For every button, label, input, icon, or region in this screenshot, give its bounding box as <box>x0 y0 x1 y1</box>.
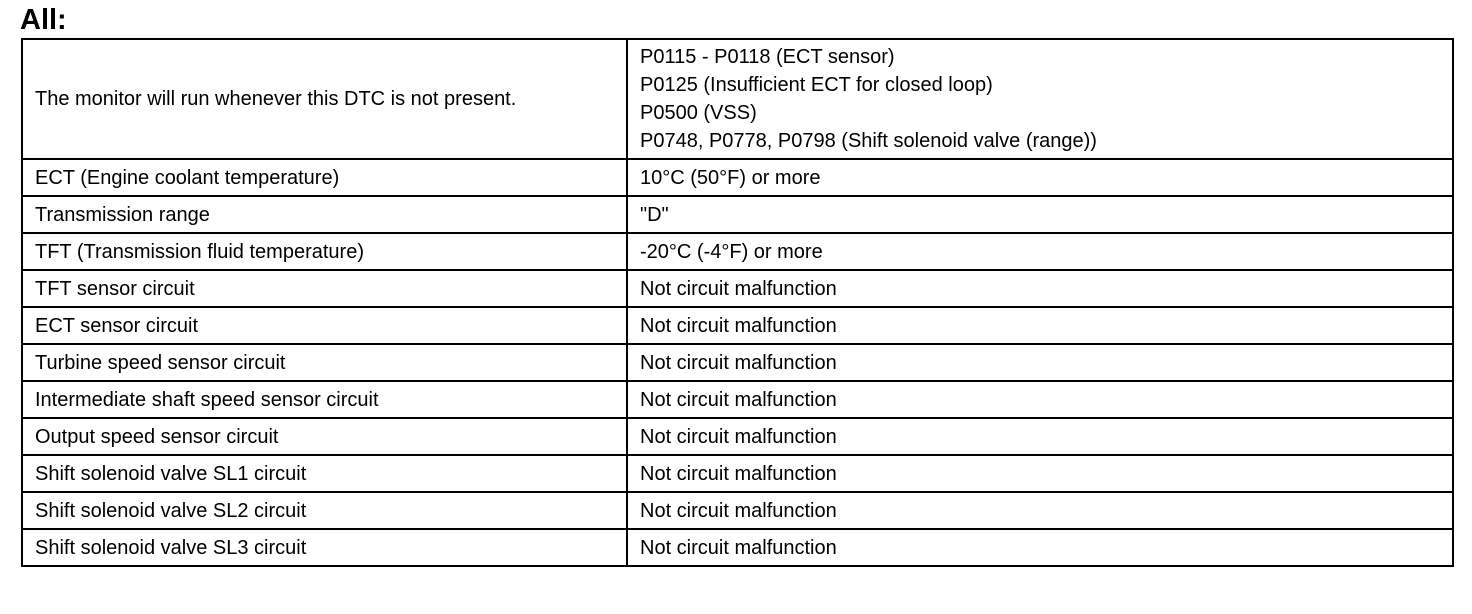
dtc-line: P0115 - P0118 (ECT sensor) <box>640 46 895 68</box>
condition-value-cell: Not circuit malfunction <box>627 307 1453 344</box>
condition-item-cell: Output speed sensor circuit <box>22 418 627 455</box>
table-row <box>22 270 1453 307</box>
table-row <box>22 233 1453 270</box>
condition-item-cell: TFT sensor circuit <box>22 270 627 307</box>
dtc-line: P0125 (Insufficient ECT for closed loop) <box>640 74 993 96</box>
table-row <box>22 196 1453 233</box>
condition-item-cell: TFT (Transmission fluid temperature) <box>22 233 627 270</box>
condition-value-cell: Not circuit malfunction <box>627 455 1453 492</box>
condition-item-cell: Shift solenoid valve SL1 circuit <box>22 455 627 492</box>
condition-value-cell: Not circuit malfunction <box>627 492 1453 529</box>
condition-item-cell: Shift solenoid valve SL3 circuit <box>22 529 627 566</box>
condition-value-cell: Not circuit malfunction <box>627 344 1453 381</box>
condition-item-cell: Intermediate shaft speed sensor circuit <box>22 381 627 418</box>
condition-value-cell <box>627 39 1453 159</box>
section-heading: All: <box>20 4 67 36</box>
dtc-line: P0500 (VSS) <box>640 102 757 124</box>
condition-item-cell: ECT sensor circuit <box>22 307 627 344</box>
table-row <box>22 344 1453 381</box>
condition-value-cell: 10°C (50°F) or more <box>627 159 1453 196</box>
condition-value-cell: Not circuit malfunction <box>627 529 1453 566</box>
table-row <box>22 381 1453 418</box>
condition-item-cell: Transmission range <box>22 196 627 233</box>
dtc-line: P0748, P0778, P0798 (Shift solenoid valve (range)) <box>640 130 1097 152</box>
condition-value-cell: Not circuit malfunction <box>627 381 1453 418</box>
condition-value-cell: Not circuit malfunction <box>627 418 1453 455</box>
table-row <box>22 492 1453 529</box>
condition-item-cell: ECT (Engine coolant temperature) <box>22 159 627 196</box>
condition-value-cell: "D" <box>627 196 1453 233</box>
table-row <box>22 529 1453 566</box>
monitor-conditions-table <box>21 38 1454 567</box>
table-row <box>22 39 1453 159</box>
condition-item-cell: Turbine speed sensor circuit <box>22 344 627 381</box>
condition-item-cell: Shift solenoid valve SL2 circuit <box>22 492 627 529</box>
condition-value-cell: Not circuit malfunction <box>627 270 1453 307</box>
condition-value-cell: -20°C (-4°F) or more <box>627 233 1453 270</box>
table-row <box>22 418 1453 455</box>
table-row <box>22 307 1453 344</box>
table-row <box>22 159 1453 196</box>
condition-item-cell: The monitor will run whenever this DTC is not present. <box>22 39 627 159</box>
table-row <box>22 455 1453 492</box>
